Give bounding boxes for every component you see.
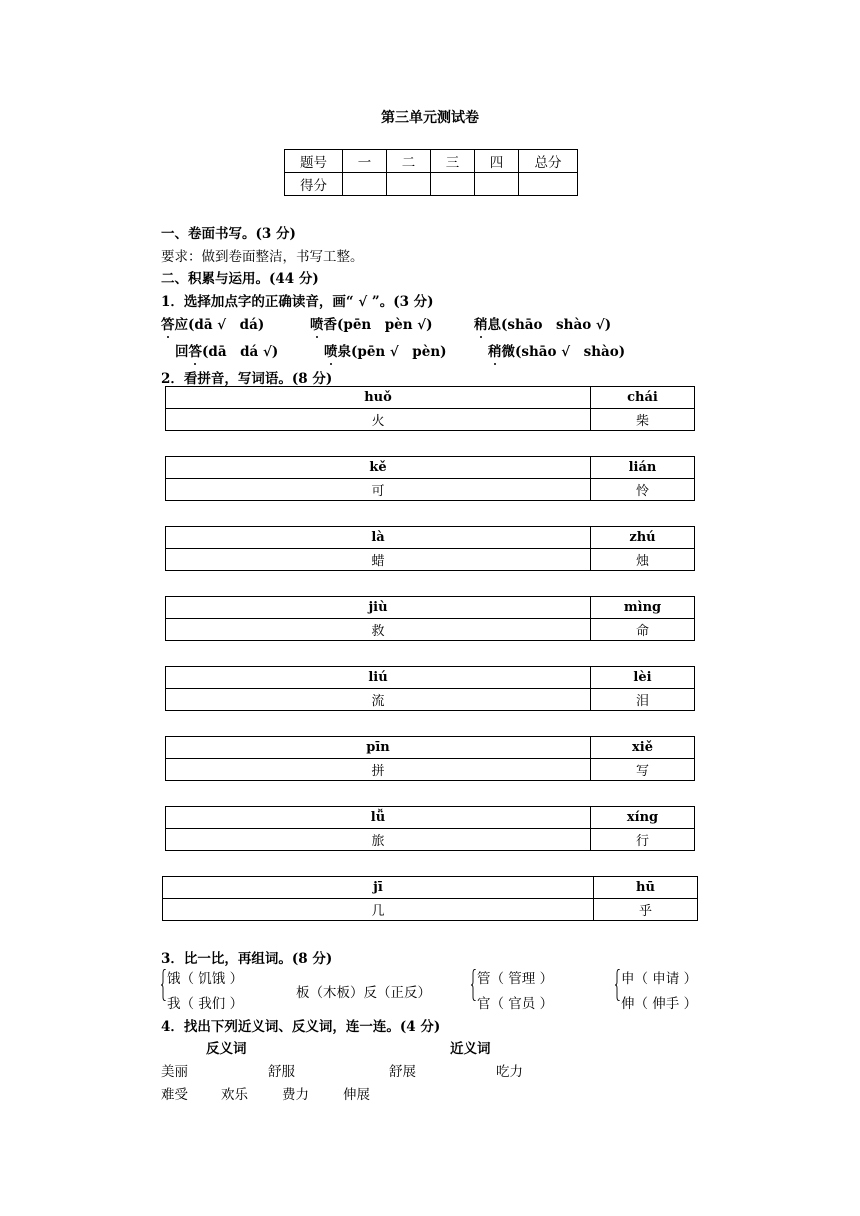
q1-item-options[interactable]: 应(dā √ dá) <box>174 317 265 333</box>
q1-item <box>324 340 447 360</box>
q1-item <box>474 313 611 333</box>
answer-char-cell[interactable]: 可 <box>166 479 591 501</box>
section1-heading: 一、卷面书写。(3 分) <box>161 226 296 242</box>
answer-char-cell[interactable]: 烛 <box>591 549 695 571</box>
q1-item-prefix: 回 <box>175 344 189 360</box>
q1-item <box>175 340 278 360</box>
score-input-cell[interactable] <box>431 173 475 196</box>
score-header-cell: 总分 <box>519 150 578 173</box>
pinyin-cell: jī <box>163 877 594 899</box>
pinyin-cell: liú <box>166 667 591 689</box>
answer-char-cell[interactable]: 乎 <box>594 899 698 921</box>
q3-answer[interactable]: 官（ 官员 ） <box>477 996 554 1012</box>
score-table-header-row <box>285 150 578 173</box>
answer-char-cell[interactable]: 写 <box>591 759 695 781</box>
q3-answer[interactable]: 饿（ 饥饿 ） <box>167 971 244 987</box>
q4-word[interactable]: 舒服 <box>268 1064 295 1080</box>
q3-answer[interactable]: 申（ 申请 ） <box>621 971 698 987</box>
score-row-label: 得分 <box>285 173 343 196</box>
score-header-cell: 三 <box>431 150 475 173</box>
q1-dotted-char: 答 <box>161 313 175 333</box>
pinyin-cell: lèi <box>591 667 695 689</box>
score-table <box>284 149 578 196</box>
answer-char-cell[interactable]: 怜 <box>591 479 695 501</box>
score-input-cell[interactable] <box>475 173 519 196</box>
q1-item-options[interactable]: 息(shāo shào √) <box>487 317 612 333</box>
answer-char-cell[interactable]: 蜡 <box>166 549 591 571</box>
pinyin-cell: jiù <box>166 597 591 619</box>
q4-label-antonym: 反义词 <box>206 1041 247 1057</box>
pinyin-cell: xiě <box>591 737 695 759</box>
pinyin-cell: pīn <box>166 737 591 759</box>
score-table-score-row <box>285 173 578 196</box>
q1-item <box>488 340 625 360</box>
pinyin-cell: huǒ <box>166 387 591 409</box>
pinyin-cell: zhú <box>591 527 695 549</box>
q2-heading: 2．看拼音，写词语。(8 分) <box>161 371 333 387</box>
pinyin-cell: mìng <box>591 597 695 619</box>
answer-char-cell[interactable]: 救 <box>166 619 591 641</box>
q1-item-options[interactable]: 泉(pēn √ pèn) <box>337 344 447 360</box>
q1-item-options[interactable]: 微(shāo √ shào) <box>501 344 626 360</box>
q4-heading: 4．找出下列近义词、反义词，连一连。(4 分) <box>161 1019 441 1035</box>
score-header-cell: 一 <box>343 150 387 173</box>
q3-answer[interactable]: 伸（ 伸手 ） <box>621 996 698 1012</box>
q4-word[interactable]: 美丽 <box>161 1064 188 1080</box>
pinyin-cell: là <box>166 527 591 549</box>
q1-dotted-char: 喷 <box>324 340 338 360</box>
answer-char-cell[interactable]: 几 <box>163 899 594 921</box>
pinyin-table <box>165 806 695 851</box>
q4-word[interactable]: 伸展 <box>343 1087 370 1103</box>
q1-item <box>310 313 433 333</box>
pinyin-cell: hū <box>594 877 698 899</box>
q3-answer[interactable]: 我（ 我们 ） <box>167 996 244 1012</box>
q3-group <box>615 967 725 1011</box>
q4-word[interactable]: 费力 <box>282 1087 309 1103</box>
q3-answer[interactable]: 板（木板）反（正反） <box>296 985 431 1001</box>
answer-char-cell[interactable]: 拼 <box>166 759 591 781</box>
answer-char-cell[interactable]: 命 <box>591 619 695 641</box>
score-header-cell: 四 <box>475 150 519 173</box>
score-input-cell[interactable] <box>387 173 431 196</box>
q4-word[interactable]: 欢乐 <box>221 1087 248 1103</box>
q4-word[interactable]: 难受 <box>161 1087 188 1103</box>
q1-dotted-char: 喷 <box>310 313 324 333</box>
pinyin-cell: xíng <box>591 807 695 829</box>
q1-item <box>161 313 264 333</box>
pinyin-table <box>165 596 695 641</box>
score-header-cell: 二 <box>387 150 431 173</box>
section2-heading: 二、积累与运用。(44 分) <box>161 271 319 287</box>
q4-word[interactable]: 吃力 <box>496 1064 523 1080</box>
answer-char-cell[interactable]: 流 <box>166 689 591 711</box>
q3-group <box>471 967 581 1011</box>
q1-item-options[interactable]: (dā dá √) <box>202 344 279 360</box>
pinyin-cell: lián <box>591 457 695 479</box>
pinyin-table <box>165 386 695 431</box>
score-input-cell[interactable] <box>519 173 578 196</box>
pinyin-table <box>165 526 695 571</box>
q1-dotted-char: 稍 <box>474 313 488 333</box>
answer-char-cell[interactable]: 火 <box>166 409 591 431</box>
section1-requirement: 要求：做到卷面整洁，书写工整。 <box>161 249 364 265</box>
pinyin-cell: kě <box>166 457 591 479</box>
pinyin-table <box>162 876 698 921</box>
page-title: 第三单元测试卷 <box>381 110 479 126</box>
q3-group <box>161 967 271 1011</box>
q3-answer[interactable]: 管（ 管理 ） <box>477 971 554 987</box>
answer-char-cell[interactable]: 柴 <box>591 409 695 431</box>
score-header-cell: 题号 <box>285 150 343 173</box>
q4-label-synonym: 近义词 <box>450 1041 491 1057</box>
pinyin-table <box>165 736 695 781</box>
q1-item-options[interactable]: 香(pēn pèn √) <box>323 317 433 333</box>
answer-char-cell[interactable]: 旅 <box>166 829 591 851</box>
pinyin-cell: chái <box>591 387 695 409</box>
q4-word[interactable]: 舒展 <box>389 1064 416 1080</box>
q1-dotted-char: 答 <box>189 340 203 360</box>
q1-dotted-char: 稍 <box>488 340 502 360</box>
q1-heading: 1．选择加点字的正确读音，画“ √ ”。(3 分) <box>161 294 434 310</box>
answer-char-cell[interactable]: 行 <box>591 829 695 851</box>
pinyin-table <box>165 666 695 711</box>
score-input-cell[interactable] <box>343 173 387 196</box>
answer-char-cell[interactable]: 泪 <box>591 689 695 711</box>
pinyin-table <box>165 456 695 501</box>
q3-heading: 3．比一比，再组词。(8 分) <box>161 951 333 967</box>
pinyin-cell: lǚ <box>166 807 591 829</box>
